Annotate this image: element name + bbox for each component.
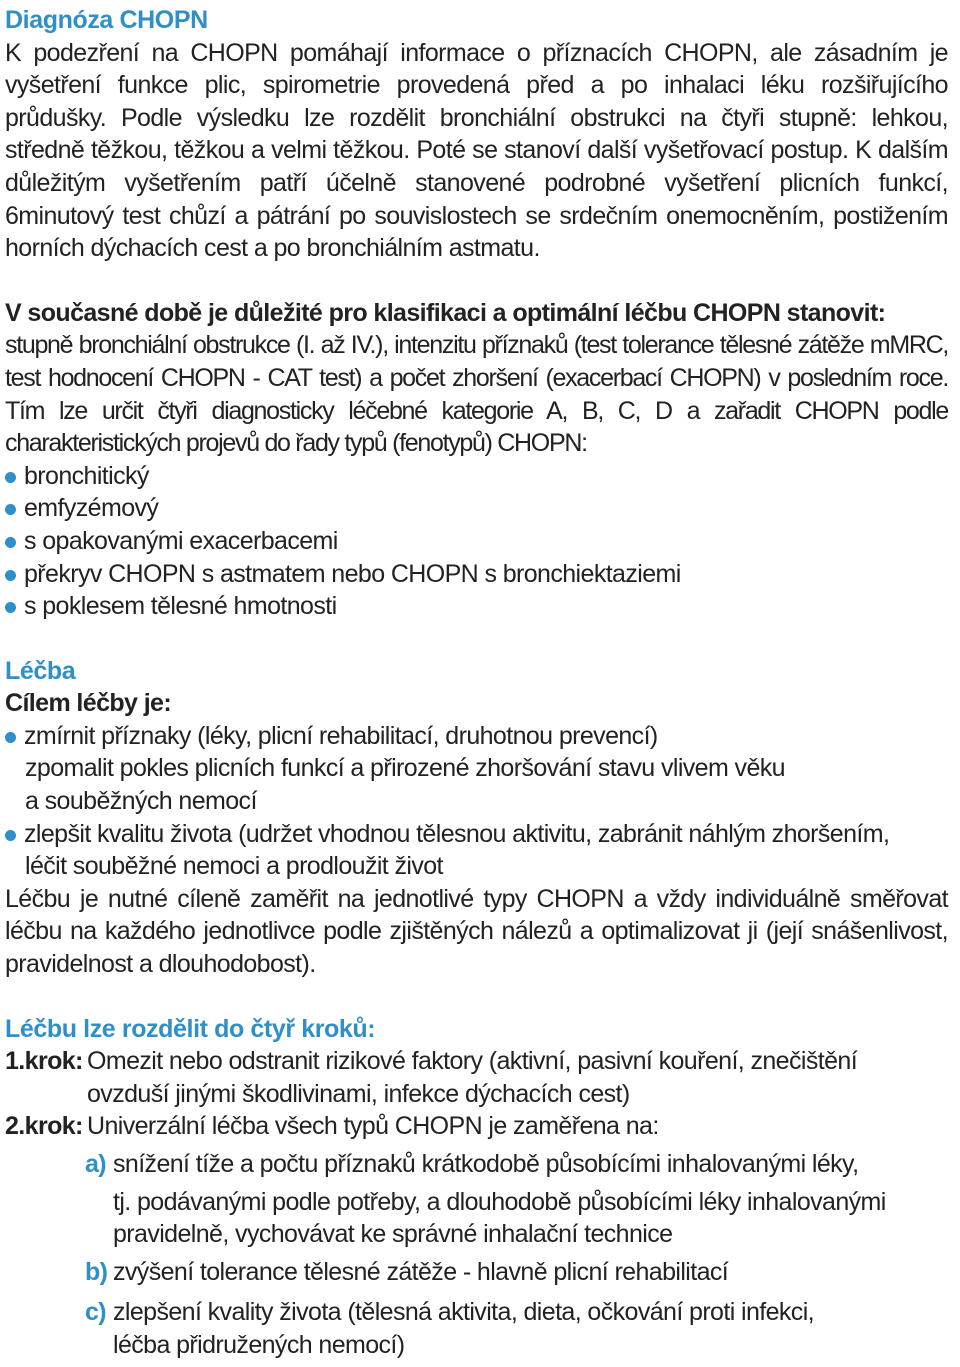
step-1: [5, 1045, 948, 1110]
sub-c-label: c): [85, 1298, 107, 1327]
goal1-line2: zpomalit pokles plicních funkcí a přirozené zhoršování stavu vlivem věku: [25, 754, 785, 783]
sub-c-line2: léčba přidružených nemocí): [113, 1330, 405, 1359]
list-item: emfyzémový: [5, 492, 948, 525]
bullet-icon: [5, 472, 16, 483]
list-item: [5, 818, 948, 883]
step-2-text: Univerzální léčba všech typů CHOPN je zaměřena na:: [87, 1112, 659, 1141]
phenotype-list: [5, 460, 948, 623]
list-item: s poklesem tělesné hmotnosti: [5, 590, 948, 623]
goal1-line1: zmírnit příznaky (léky, plicní rehabilitací, druhotnou prevencí): [24, 721, 658, 750]
goal1-line3: a souběžných nemocí: [25, 787, 257, 816]
sub-a-line3: pravidelně, vychovávat ke správné inhalační technice: [113, 1220, 673, 1249]
treatment-goals-label: Cílem léčby je:: [5, 689, 172, 718]
step-2-sub-a: [5, 1148, 948, 1251]
goal2-line1: zlepšit kvalitu života (udržet vhodnou tělesnou aktivitu, zabránit náhlým zhoršením,: [24, 819, 890, 848]
classification-paragraph: stupně bronchiální obstrukce (I. až IV.), intenzitu příznaků (test tolerance tělesné zátěže mMRC, test hodnocení CHOPN - CAT test) a počet zhoršení (exacerbací CHOPN) v posledním roce. Tím lze určit čtyři diagnosticky léčebné kategorie A, B, C, D a zařadit CHOPN podle charakteristických projevů do řady typů (fenotypů) CHOPN:: [5, 331, 948, 458]
step-1-line2: ovzduší jinými škodlivinami, infekce dýchacích cest): [87, 1079, 630, 1108]
diagnosis-paragraph: K podezření na CHOPN pomáhají informace o příznacích CHOPN, ale zásadním je vyšetření funkce plic, spirometrie provedená před a po inhalaci léku rozšiřujícího průdušky. Podle výsledku lze rozdělit bronchiální obstrukci na čtyři stupně: lehkou, středně těžkou, těžkou a velmi těžkou. Poté se stanoví další vyšetřovací postup. K dalším důležitým vyšetřením patří účelně stanovené podrobné vyšetření plicních funkcí, 6minutový test chůzí a pátrání po souvislostech se srdečním onemocněním, postižením horních dýchacích cest a po bronchiálním astmatu.: [5, 38, 948, 263]
goal2-line2: léčit souběžné nemoci a prodloužit život: [25, 852, 443, 881]
step-2: [5, 1110, 948, 1143]
bullet-icon: [5, 504, 16, 515]
step-1-line1: Omezit nebo odstranit rizikové faktory (aktivní, pasivní kouření, znečištění: [87, 1047, 858, 1076]
list-item: překryv CHOPN s astmatem nebo CHOPN s bronchiektaziemi: [5, 558, 948, 591]
bullet-icon: [5, 732, 16, 743]
classification-lead: V současné době je důležité pro klasifikaci a optimální léčbu CHOPN stanovit:: [5, 298, 886, 327]
sub-b-text: zvýšení tolerance tělesné zátěže - hlavně plicní rehabilitací: [113, 1257, 729, 1286]
sub-b-label: b): [85, 1257, 108, 1286]
sub-c-line1: zlepšení kvality života (tělesná aktivita, dieta, očkování proti infekci,: [113, 1298, 815, 1327]
steps-heading: Léčbu lze rozdělit do čtyř kroků:: [5, 1014, 376, 1043]
bullet-icon: [5, 830, 16, 841]
diagnosis-heading: Diagnóza CHOPN: [5, 6, 208, 34]
list-item: s opakovanými exacerbacemi: [5, 525, 948, 558]
step-1-label: 1.krok:: [5, 1047, 83, 1076]
step-2-sub-c: [5, 1296, 948, 1361]
bullet-icon: [5, 570, 16, 581]
step-2-label: 2.krok:: [5, 1112, 83, 1141]
list-item: bronchitický: [5, 460, 948, 493]
sub-a-line1: snížení tíže a počtu příznaků krátkodobě působícími inhalovanými léky,: [113, 1150, 859, 1178]
bullet-icon: [5, 537, 16, 548]
bullet-icon: [5, 602, 16, 613]
treatment-goals-list: [5, 720, 948, 883]
step-2-sub-b: [5, 1256, 948, 1289]
treatment-heading: Léčba: [5, 656, 76, 685]
sub-a-line2: tj. podávanými podle potřeby, a dlouhodobě působícími léky inhalovanými: [113, 1187, 886, 1216]
list-item: [5, 720, 948, 818]
sub-a-label: a): [85, 1150, 107, 1178]
treatment-paragraph: Léčbu je nutné cíleně zaměřit na jednotlivé typy CHOPN a vždy individuálně směřovat léčbu na každého jednotlivce podle zjištěných nálezů a optimalizovat ji (její snášenlivost, pravidelnost a dlouhodobost).: [5, 884, 948, 979]
